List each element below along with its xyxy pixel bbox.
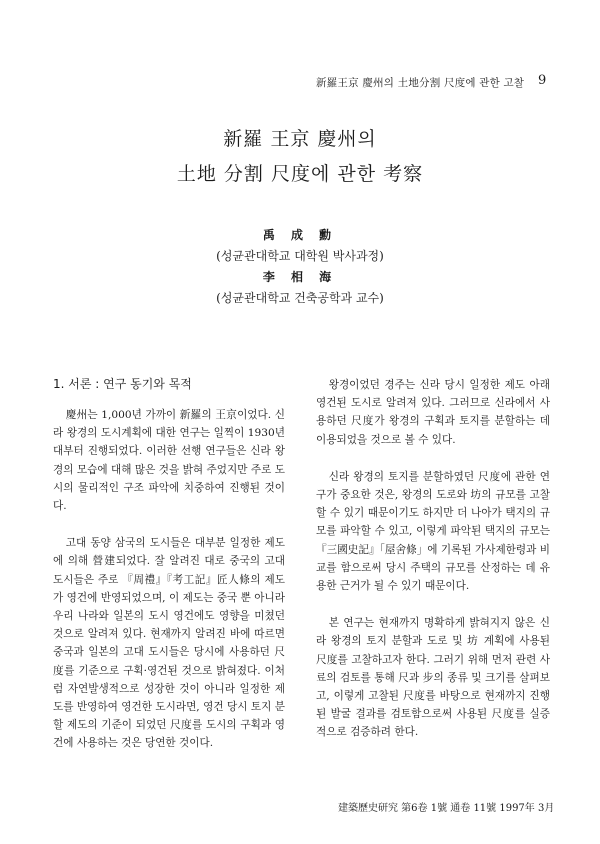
author-1-name: 禹 成 勳 [262,228,338,242]
paragraph: 본 연구는 현재까지 명확하게 밝혀지지 않은 신라 왕경의 토지 분할과 도로 및 坊 계획에 사용된 尺度를 고찰하고자 한다. 그러기 위해 먼저 관련 사료의 검토를 통해 尺과 步의 종류 및 크기를 살펴보고, 이렇게 고찰된 尺度를 바탕으로 현재까지 진행된 발굴 결과를 검토함으로써 사용된 尺度를 실증적으로 검증하려 한다. [316,617,550,739]
author-1-affiliation: (성균관대학교 대학원 박사과정) [216,249,384,263]
paragraph: 신라 왕경의 토지를 분할하였던 尺度에 관한 연구가 중요한 것은, 왕경의 도로와 坊의 규모를 고찰할 수 있기 때문이기도 하지만 더 나아가 택지의 규모를 파악할 수 있고, 이렇게 파악된 택지의 규모는 『三國史記』「屋舍條」에 기록된 가사제한령과 비교를 함으로써 당시 주택의 규모를 산정하는 데 유용한 근거가 될 수 있기 때문이다. [316,470,550,593]
author-2-name: 李 相 海 [262,270,338,284]
paragraph: 고대 동양 삼국의 도시들은 대부분 일정한 제도에 의해 營建되었다. 잘 알려진 대로 중국의 고대 도시들은 주로 『周禮』『考工記』匠人條의 제도가 영건에 반영되었으며, 이 제도는 중국 뿐 아니라 우리 나라와 일본의 도시 영건에도 영향을 미쳤던 것으로 알려져 있다. 현재까지 알려진 바에 따르면 중국과 일본의 고대 도시들은 당시에 사용하던 尺度를 기준으로 구획·영건된 것으로 밝혀졌다. 이처럼 자연발생적으로 성장한 것이 아니라 일정한 제도를 반영하여 영건한 도시라면, 영건 당시 토지 분할 제도의 기준이 되었던 尺度를 도시의 구획과 영건에 사용하는 것은 당연한 것이다. [53,537,285,750]
author-2-affiliation: (성균관대학교 건축공학과 교수) [216,291,384,305]
paragraph: 왕경이었던 경주는 신라 당시 일정한 제도 아래 영건된 도시로 알려져 있다. 그러므로 신라에서 사용하던 尺度가 왕경의 구획과 토지를 분할하는 데 이용되었을 것으로 볼 수 있다. [316,379,550,446]
paragraph: 慶州는 1,000년 가까이 新羅의 王京이었다. 신라 왕경의 도시계획에 대한 연구는 일찍이 1930년대부터 진행되었다. 이러한 선행 연구들은 신라 왕경의 모습에 대해 많은 것을 밝혀 주었지만 주로 도시의 물리적인 구조 파악에 치중하여 진행된 것이다. [53,409,285,513]
right-column [316,376,550,761]
paper-title-line-2: 土地 分割 尺度에 관한 考察 [176,163,424,185]
paper-title-line-1: 新羅 王京 慶州의 [223,128,377,150]
page-number: 9 [538,73,547,88]
running-title: 新羅王京 慶州의 土地分割 尺度에 관한 고찰 [316,77,525,89]
journal-citation: 建築歷史研究 第6卷 1號 通卷 11號 1997年 3月 [338,803,555,814]
section-heading: 1. 서론 : 연구 동기와 목적 [53,377,192,391]
left-column [53,376,285,772]
